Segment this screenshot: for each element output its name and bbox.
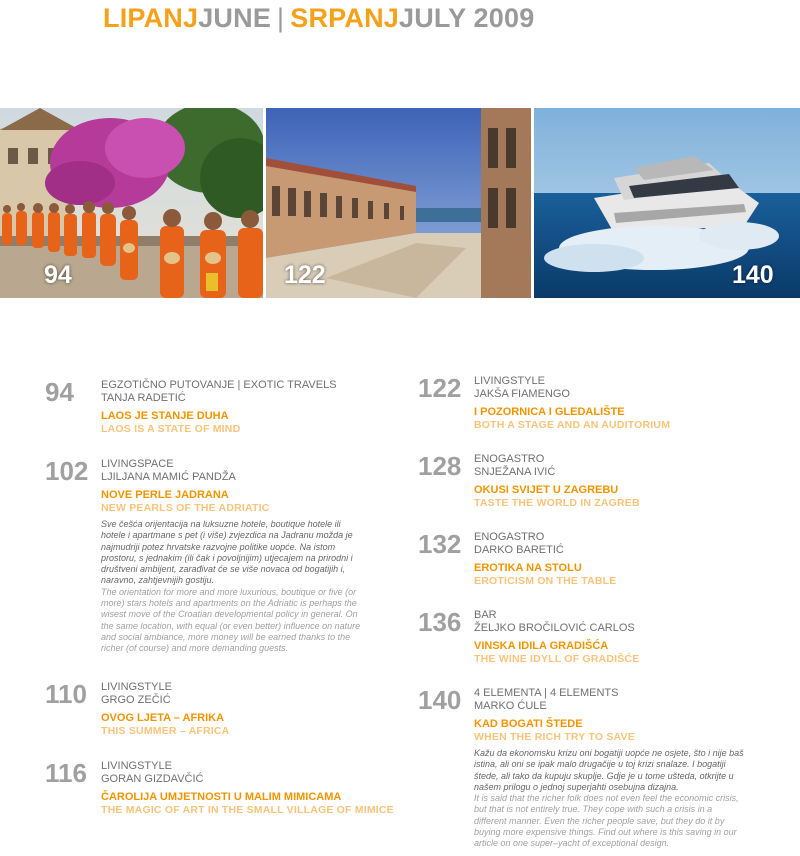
entry-author: TANJA RADETIĆ [101,392,186,404]
entry-description-hr: Sve češća orijentacija na luksuzne hotele, boutique hotele ili hotele i apartmane s pet (i više) zvjezdica na Jadranu možda je najmudriji potez hrvatske razvojne politike uopće. Na istom prostoru, s jednakim (ili čak i povoljnijim) utjecajem na prirodni i društveni ambijent, zarađivat će se više novaca od bogatijih i, naravno, zahtjevnijih gostiju. [101,519,353,586]
monks-photo[interactable] [0,108,263,298]
entry-author: MARKO ĆULE [474,700,547,712]
photo-page-number: 140 [732,261,774,289]
entry-title-en[interactable]: NEW PEARLS OF THE ADRIATIC [101,502,270,514]
entry-title-hr[interactable]: KAD BOGATI ŠTEDE [474,718,583,730]
entry-author: LJILJANA MAMIĆ PANDŽA [101,471,236,483]
entry-page-number: 122 [418,373,462,403]
entry-title-en[interactable]: BOTH A STAGE AND AN AUDITORIUM [474,419,671,431]
entry-title-hr[interactable]: ČAROLIJA UMJETNOSTI U MALIM MIMICAMA [101,791,342,803]
month1-en: JUNE [198,3,272,33]
entry-title-en[interactable]: LAOS IS A STATE OF MIND [101,423,241,435]
entry-title-en[interactable]: TASTE THE WORLD IN ZAGREB [474,497,640,509]
entry-title-en[interactable]: THE WINE IDYLL OF GRADIŠĆE [474,653,640,665]
entry-description-en: It is said that the richer folk does not even feel the economic crisis, but that is not entirely true. They cope with such a crisis in a different manner. Even the richer people save, but they do it by buying more expensive things. Find out where is this saving in our article on one super–yacht of exceptional design. [474,793,739,849]
entry-section: LIVINGSPACE [101,458,174,470]
entry-page-number: 136 [418,607,462,637]
issue-header [103,2,534,34]
entry-section: ENOGASTRO [474,453,545,465]
entry-page-number: 94 [45,377,74,407]
entry-author: SNJEŽANA IVIĆ [474,466,556,478]
entry-title-hr[interactable]: OVOG LJETA – AFRIKA [101,712,225,724]
entry-title-en[interactable]: EROTICISM ON THE TABLE [474,575,617,587]
entry-page-number: 116 [45,758,87,788]
entry-title-en[interactable]: WHEN THE RICH TRY TO SAVE [474,731,635,743]
month2-en: JULY 2009 [399,3,535,33]
entry-title-hr[interactable]: OKUSI SVIJET U ZAGREBU [474,484,619,496]
entry-title-hr[interactable]: VINSKA IDILA GRADIŠĆA [474,640,609,652]
photo-page-number: 94 [44,261,72,289]
entry-section: LIVINGSTYLE [101,681,172,693]
entry-page-number: 128 [418,451,462,481]
entry-section: LIVINGSTYLE [474,375,545,387]
entry-section: EGZOTIČNO PUTOVANJE | EXOTIC TRAVELS [101,379,337,391]
entry-page-number: 102 [45,456,89,486]
entry-description-hr: Kažu da ekonomsku krizu oni bogatiji uopće ne osjete, što i nije baš istina, ali oni se ipak malo drugačije u toj krizi snalaze. I bogatiji štede, ali tako da kupuju skuplje. Gdje je u tome ušteda, otkrijte u našem prilogu o jednoj superjahti osebujna dizajna. [474,748,744,792]
entry-author: GORAN GIZDAVČIĆ [101,773,204,785]
entry-section: ENOGASTRO [474,531,545,543]
entry-title-hr[interactable]: I POZORNICA I GLEDALIŠTE [474,406,625,418]
month1-hr: LIPANJ [103,3,199,33]
entry-title-hr[interactable]: NOVE PERLE JADRANA [101,489,229,501]
entry-section: 4 ELEMENTA | 4 ELEMENTS [474,687,619,699]
entry-title-hr[interactable]: LAOS JE STANJE DUHA [101,410,229,422]
yacht-photo[interactable] [534,108,800,298]
photo-page-number: 122 [284,261,326,289]
entry-section: BAR [474,609,497,621]
entry-title-hr[interactable]: EROTIKA NA STOLU [474,562,582,574]
entry-author: ŽELJKO BROČILOVIĆ CARLOS [474,622,635,634]
square-photo[interactable] [266,108,531,298]
entry-title-en[interactable]: THIS SUMMER – AFRICA [101,725,230,737]
entry-author: GRGO ZEČIĆ [101,694,171,706]
header-separator: | [277,3,285,33]
entry-author: DARKO BARETIĆ [474,544,564,556]
entry-section: LIVINGSTYLE [101,760,172,772]
entry-description-en: The orientation for more and more luxurious, boutique or five (or more) stars hotels and apartments on the Adriatic is perhaps the wisest move of the Croatian developmental policy in general. On the same location, with equal (or even better) influence on nature and social ambiance, more money will be earned thanks to the richer (of course) and more demanding guests. [101,586,361,654]
entry-page-number: 110 [45,679,87,709]
entry-title-en[interactable]: THE MAGIC OF ART IN THE SMALL VILLAGE OF MIMICE [101,804,394,816]
month2-hr: SRPANJ [290,3,399,33]
entry-page-number: 132 [418,529,462,559]
entry-author: JAKŠA FIAMENGO [474,388,570,400]
entry-page-number: 140 [418,685,462,715]
